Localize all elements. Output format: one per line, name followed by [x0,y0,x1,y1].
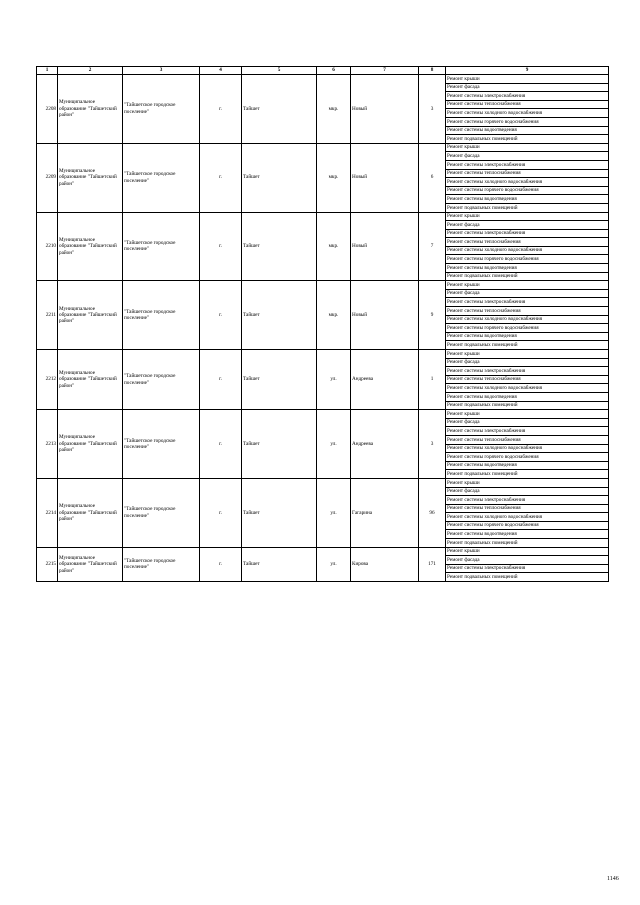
work-item-cell: Ремонт системы холодного водоснабжения [446,178,609,187]
work-item-cell: Ремонт системы теплоснабжения [446,169,609,178]
work-item-cell: Ремонт системы холодного водоснабжения [446,315,609,324]
work-item-cell: Ремонт системы горячего водоснабжения [446,521,609,530]
record-number-cell: 2211 [37,281,58,350]
work-item-cell: Ремонт крыши [446,212,609,221]
work-item-cell: Ремонт подвальных помещений [446,203,609,212]
work-item-cell: Ремонт системы электроснабжения [446,427,609,436]
street-type-cell: мкр. [317,212,351,281]
settlement-cell: "Тайшетское городское поселение" [123,350,200,410]
table-row [37,350,609,359]
work-item-cell: Ремонт системы водоотведения [446,264,609,273]
locality-cell: Тайшет [242,478,317,547]
settlement-cell: "Тайшетское городское поселение" [123,75,200,144]
house-number-cell: 7 [419,212,446,281]
work-item-cell: Ремонт крыши [446,143,609,152]
street-type-cell: ул. [317,410,351,479]
work-item-cell: Ремонт системы холодного водоснабжения [446,513,609,522]
work-item-cell: Ремонт системы электроснабжения [446,496,609,505]
street-cell: Новый [351,75,419,144]
house-number-cell: 3 [419,410,446,479]
street-cell: Кирова [351,547,419,581]
work-item-cell: Ремонт системы холодного водоснабжения [446,109,609,118]
street-type-cell: мкр. [317,143,351,212]
header-cell: 6 [317,67,351,75]
street-cell: Андреева [351,350,419,410]
page-number: 1146 [607,876,619,882]
work-item-cell: Ремонт системы водоотведения [446,530,609,539]
record-number-cell: 2208 [37,75,58,144]
street-type-cell: мкр. [317,281,351,350]
work-item-cell: Ремонт фасада [446,487,609,496]
locality-cell: Тайшет [242,410,317,479]
work-item-cell: Ремонт системы теплоснабжения [446,375,609,384]
work-item-cell: Ремонт подвальных помещений [446,341,609,350]
register-table [36,66,609,582]
header-cell: 7 [351,67,419,75]
settlement-cell: "Тайшетское городское поселение" [123,410,200,479]
work-item-cell: Ремонт системы водоотведения [446,461,609,470]
house-number-cell: 1 [419,350,446,410]
locality-type-cell: г. [200,143,242,212]
work-item-cell: Ремонт системы теплоснабжения [446,307,609,316]
work-item-cell: Ремонт системы горячего водоснабжения [446,453,609,462]
record-number-cell: 2215 [37,547,58,581]
table-body [37,75,609,582]
locality-type-cell: г. [200,410,242,479]
work-item-cell: Ремонт системы электроснабжения [446,564,609,573]
work-item-cell: Ремонт фасада [446,221,609,230]
street-type-cell: мкр. [317,75,351,144]
work-item-cell: Ремонт системы горячего водоснабжения [446,117,609,126]
house-number-cell: 6 [419,143,446,212]
header-row [37,67,609,75]
work-item-cell: Ремонт системы холодного водоснабжения [446,246,609,255]
house-number-cell: 96 [419,478,446,547]
work-item-cell: Ремонт фасада [446,289,609,298]
work-item-cell: Ремонт подвальных помещений [446,470,609,479]
record-number-cell: 2209 [37,143,58,212]
work-item-cell: Ремонт крыши [446,281,609,290]
street-type-cell: ул. [317,478,351,547]
work-item-cell: Ремонт системы водоотведения [446,332,609,341]
work-item-cell: Ремонт подвальных помещений [446,573,609,582]
settlement-cell: "Тайшетское городское поселение" [123,478,200,547]
work-item-cell: Ремонт системы горячего водоснабжения [446,255,609,264]
work-item-cell: Ремонт подвальных помещений [446,135,609,144]
record-number-cell: 2213 [37,410,58,479]
work-item-cell: Ремонт системы электроснабжения [446,229,609,238]
locality-type-cell: г. [200,281,242,350]
work-item-cell: Ремонт фасада [446,418,609,427]
work-item-cell: Ремонт системы водоотведения [446,195,609,204]
street-cell: Новый [351,143,419,212]
record-number-cell: 2210 [37,212,58,281]
work-item-cell: Ремонт системы теплоснабжения [446,504,609,513]
municipality-cell: Муниципальное образование "Тайшетский район" [58,478,123,547]
settlement-cell: "Тайшетское городское поселение" [123,212,200,281]
work-item-cell: Ремонт подвальных помещений [446,272,609,281]
header-cell: 2 [58,67,123,75]
work-item-cell: Ремонт системы горячего водоснабжения [446,324,609,333]
header-cell: 3 [123,67,200,75]
work-item-cell: Ремонт системы теплоснабжения [446,435,609,444]
house-number-cell: 9 [419,281,446,350]
locality-type-cell: г. [200,350,242,410]
street-type-cell: ул. [317,350,351,410]
locality-type-cell: г. [200,212,242,281]
work-item-cell: Ремонт системы горячего водоснабжения [446,186,609,195]
locality-cell: Тайшет [242,212,317,281]
work-item-cell: Ремонт системы водоотведения [446,126,609,135]
table-row [37,478,609,487]
locality-cell: Тайшет [242,350,317,410]
work-item-cell: Ремонт крыши [446,478,609,487]
table-row [37,143,609,152]
header-cell: 9 [446,67,609,75]
settlement-cell: "Тайшетское городское поселение" [123,281,200,350]
street-cell: Новый [351,212,419,281]
street-cell: Новый [351,281,419,350]
header-cell: 4 [200,67,242,75]
locality-cell: Тайшет [242,281,317,350]
work-item-cell: Ремонт подвальных помещений [446,539,609,548]
locality-cell: Тайшет [242,143,317,212]
street-cell: Гагарина [351,478,419,547]
header-cell: 5 [242,67,317,75]
table-row [37,281,609,290]
locality-type-cell: г. [200,75,242,144]
work-item-cell: Ремонт системы электроснабжения [446,298,609,307]
municipality-cell: Муниципальное образование "Тайшетский район" [58,281,123,350]
work-item-cell: Ремонт крыши [446,350,609,359]
work-item-cell: Ремонт системы электроснабжения [446,92,609,101]
work-item-cell: Ремонт фасада [446,152,609,161]
work-item-cell: Ремонт системы электроснабжения [446,160,609,169]
work-item-cell: Ремонт фасада [446,83,609,92]
work-item-cell: Ремонт системы теплоснабжения [446,100,609,109]
work-item-cell: Ремонт системы холодного водоснабжения [446,444,609,453]
work-item-cell: Ремонт крыши [446,547,609,556]
work-item-cell: Ремонт системы холодного водоснабжения [446,384,609,393]
work-item-cell: Ремонт фасада [446,358,609,367]
house-number-cell: 171 [419,547,446,581]
settlement-cell: "Тайшетское городское поселение" [123,547,200,581]
locality-type-cell: г. [200,547,242,581]
work-item-cell: Ремонт крыши [446,75,609,84]
work-item-cell: Ремонт подвальных помещений [446,401,609,410]
municipality-cell: Муниципальное образование "Тайшетский район" [58,350,123,410]
house-number-cell: 3 [419,75,446,144]
municipality-cell: Муниципальное образование "Тайшетский район" [58,410,123,479]
locality-cell: Тайшет [242,75,317,144]
work-item-cell: Ремонт системы электроснабжения [446,367,609,376]
work-item-cell: Ремонт системы водоотведения [446,392,609,401]
header-cell: 1 [37,67,58,75]
municipality-cell: Муниципальное образование "Тайшетский район" [58,547,123,581]
municipality-cell: Муниципальное образование "Тайшетский район" [58,75,123,144]
street-cell: Андреева [351,410,419,479]
work-item-cell: Ремонт фасада [446,556,609,565]
work-item-cell: Ремонт крыши [446,410,609,419]
municipality-cell: Муниципальное образование "Тайшетский район" [58,212,123,281]
municipality-cell: Муниципальное образование "Тайшетский район" [58,143,123,212]
locality-cell: Тайшет [242,547,317,581]
table-row [37,547,609,556]
table-row [37,410,609,419]
settlement-cell: "Тайшетское городское поселение" [123,143,200,212]
street-type-cell: ул. [317,547,351,581]
record-number-cell: 2214 [37,478,58,547]
table-row [37,75,609,84]
record-number-cell: 2212 [37,350,58,410]
work-item-cell: Ремонт системы теплоснабжения [446,238,609,247]
table-row [37,212,609,221]
locality-type-cell: г. [200,478,242,547]
header-cell: 8 [419,67,446,75]
